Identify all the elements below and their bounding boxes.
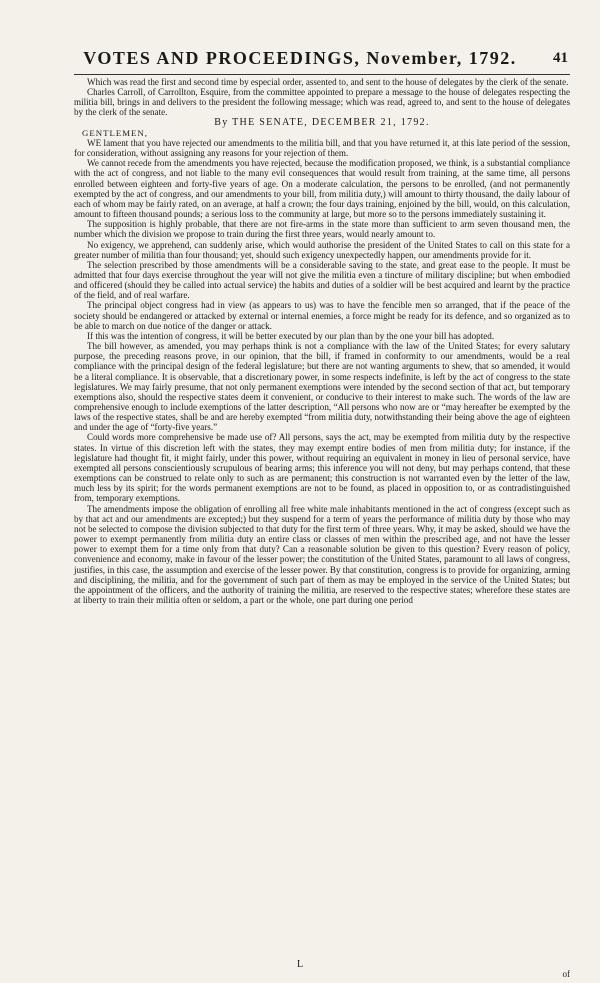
- page-title: VOTES AND PROCEEDINGS, November, 1792.: [83, 48, 517, 68]
- paragraph: The bill however, as amended, you may perhaps think is not a compliance with the law of the United States; for every salutary purpose, the preceding reasons prove, in our opinion, that the bill, if framed in conformity to our amendments, would be a real compliance with the principal design of the federal legislature; but there are not wanting arguments to shew, that so amended, it would be a literal compliance. It is observable, that a discretionary power, in some respects indefinite, is left by the act of congress to the state legislatures. We may fairly presume, that not only permanent exemptions were intended by the second section of that act, but temporary exemptions also, should the respective states deem it convenient, or conducive to their interest to make such. The words of the law are comprehensive enough to include exemptions of the latter description, “All persons who now are or “may hereafter be exempted by the laws of the respective states, shall be and are hereby exempted “from militia duty, notwithstanding their being above the age of eighteen and under the age of “forty-five years.”: [74, 341, 570, 433]
- paragraph: The principal object congress had in view (as appears to us) was to have the fencible men so arranged, that if the peace of the society should be endangered or attacked by external or internal enemies, a force might be ready for its defence, and so organized as to be able to march on due notice of the danger or attack.: [74, 300, 570, 331]
- body-text: [74, 77, 570, 605]
- paragraph: Charles Carroll, of Carrollton, Esquire, from the committee appointed to prepare a message to the house of delegates respecting the militia bill, brings in and delivers to the president the following message; which was read, agreed to, and sent to the house of delegates by the clerk of the senate.: [74, 87, 570, 118]
- header-rule: [74, 74, 570, 75]
- catchword: of: [562, 969, 570, 979]
- message-heading: By THE SENATE, DECEMBER 21, 1792.: [214, 116, 430, 128]
- paragraph: Which was read the first and second time by especial order, assented to, and sent to the house of delegates by the clerk of the senate.: [87, 77, 569, 87]
- paragraph: The amendments impose the obligation of enrolling all free white male inhabitants mentioned in the act of congress (except such as by that act and our amendments are excepted;) but they suspend for a term of years the performance of militia duty by those who may not be selected to compose the division subjected to that duty for the first term of three years. Why, it may be asked, should we have the power to exempt permanently from militia duty an entire class or classes of men within the prescribed age, and not have the lesser power to exempt them for a time only from that duty? Can a reasonable solution be given to this question? Every reason of policy, convenience and economy, make in favour of the lesser power; the constitution of the United States, paramount to all laws of congress, justifies, in this case, the assumption and exercise of the lesser power. By that constitution, congress is to provide for organizing, arming and disciplining, the militia, and for the government of such part of them as may be employed in the service of the United States; but the appointment of the officers, and the authority of training the militia, are reserved to the respective states; wherefore these states are at liberty to train their militia often or seldom, a part or the whole, one part during one period: [74, 503, 570, 605]
- paragraph: The supposition is highly probable, that there are not fire-arms in the state more than sufficient to arm seven thousand men, the number which the division we propose to train during the first three years, would nearly amount to.: [74, 219, 570, 240]
- paragraph: If this was the intention of congress, it will be better executed by our plan than by the one your bill has adopted.: [87, 330, 495, 341]
- paragraph: We cannot recede from the amendments you have rejected, because the modification proposed, we think, is a substantial compliance with the act of congress, and not liable to the many evil consequences that would result from training, at the same time, all persons enrolled between eighteen and forty-five years of age. On a moderate calculation, the persons to be enrolled, (and not permanently exempted by the act of congress, and our amendments to your bill, from militia duty,) will amount to thirty thousand, the daily labour of each of whom may be fairly rated, on an average, at half a crown; the four days training, enjoined by the bill, would, on this calculation, amount to fifteen thousand pounds; a serious loss to the community at large, but more so to the persons immediately sustaining it.: [74, 158, 570, 220]
- page-number: 41: [553, 50, 568, 66]
- paragraph: No exigency, we apprehend, can suddenly arise, which would authorise the president of the United States to call on this state for a greater number of militia than four thousand; yet, should such exigency unexpectedly happen, our amendments provide for it.: [74, 239, 570, 260]
- salutation: GENTLEMEN,: [82, 127, 148, 138]
- paragraph: The selection prescribed by those amendments will be a considerable saving to the state, and great ease to the people. It must be admitted that four days exercise throughout the year will not give the militia even a tincture of military discipline; but when embodied and officered (should they be called into actual service) the habits and duties of a soldier will be best acquired and learnt by the practice of the field, and of real warfare.: [74, 259, 570, 301]
- paragraph: Could words more comprehensive be made use of? All persons, says the act, may be exempted from militia duty by the respective states. In virtue of this discretion left with the states, they may exempt entire bodies of men from militia duty; for instance, if the legislature had thought fit, it might fairly, under this power, without requiring an equivalent in money in lieu of personal service, have exempted all persons conscientiously scrupulous of bearing arms; this inference you will not deny, but may perhaps contend, that these exemptions can be construed to relate only to such as are permanent; this construction is not warranted even by the letter of the law, much less by its spirit; for the words permanent exemptions are not to be found, as placed in opposition to, or as contradistinguished from, temporary exemptions.: [74, 432, 570, 504]
- paragraph: WE lament that you have rejected our amendments to the militia bill, and that you have returned it, at this late period of the session, for consideration, without assigning any reasons for your rejection of them.: [74, 137, 570, 159]
- running-header: [0, 48, 600, 72]
- signature-mark: L: [296, 959, 304, 970]
